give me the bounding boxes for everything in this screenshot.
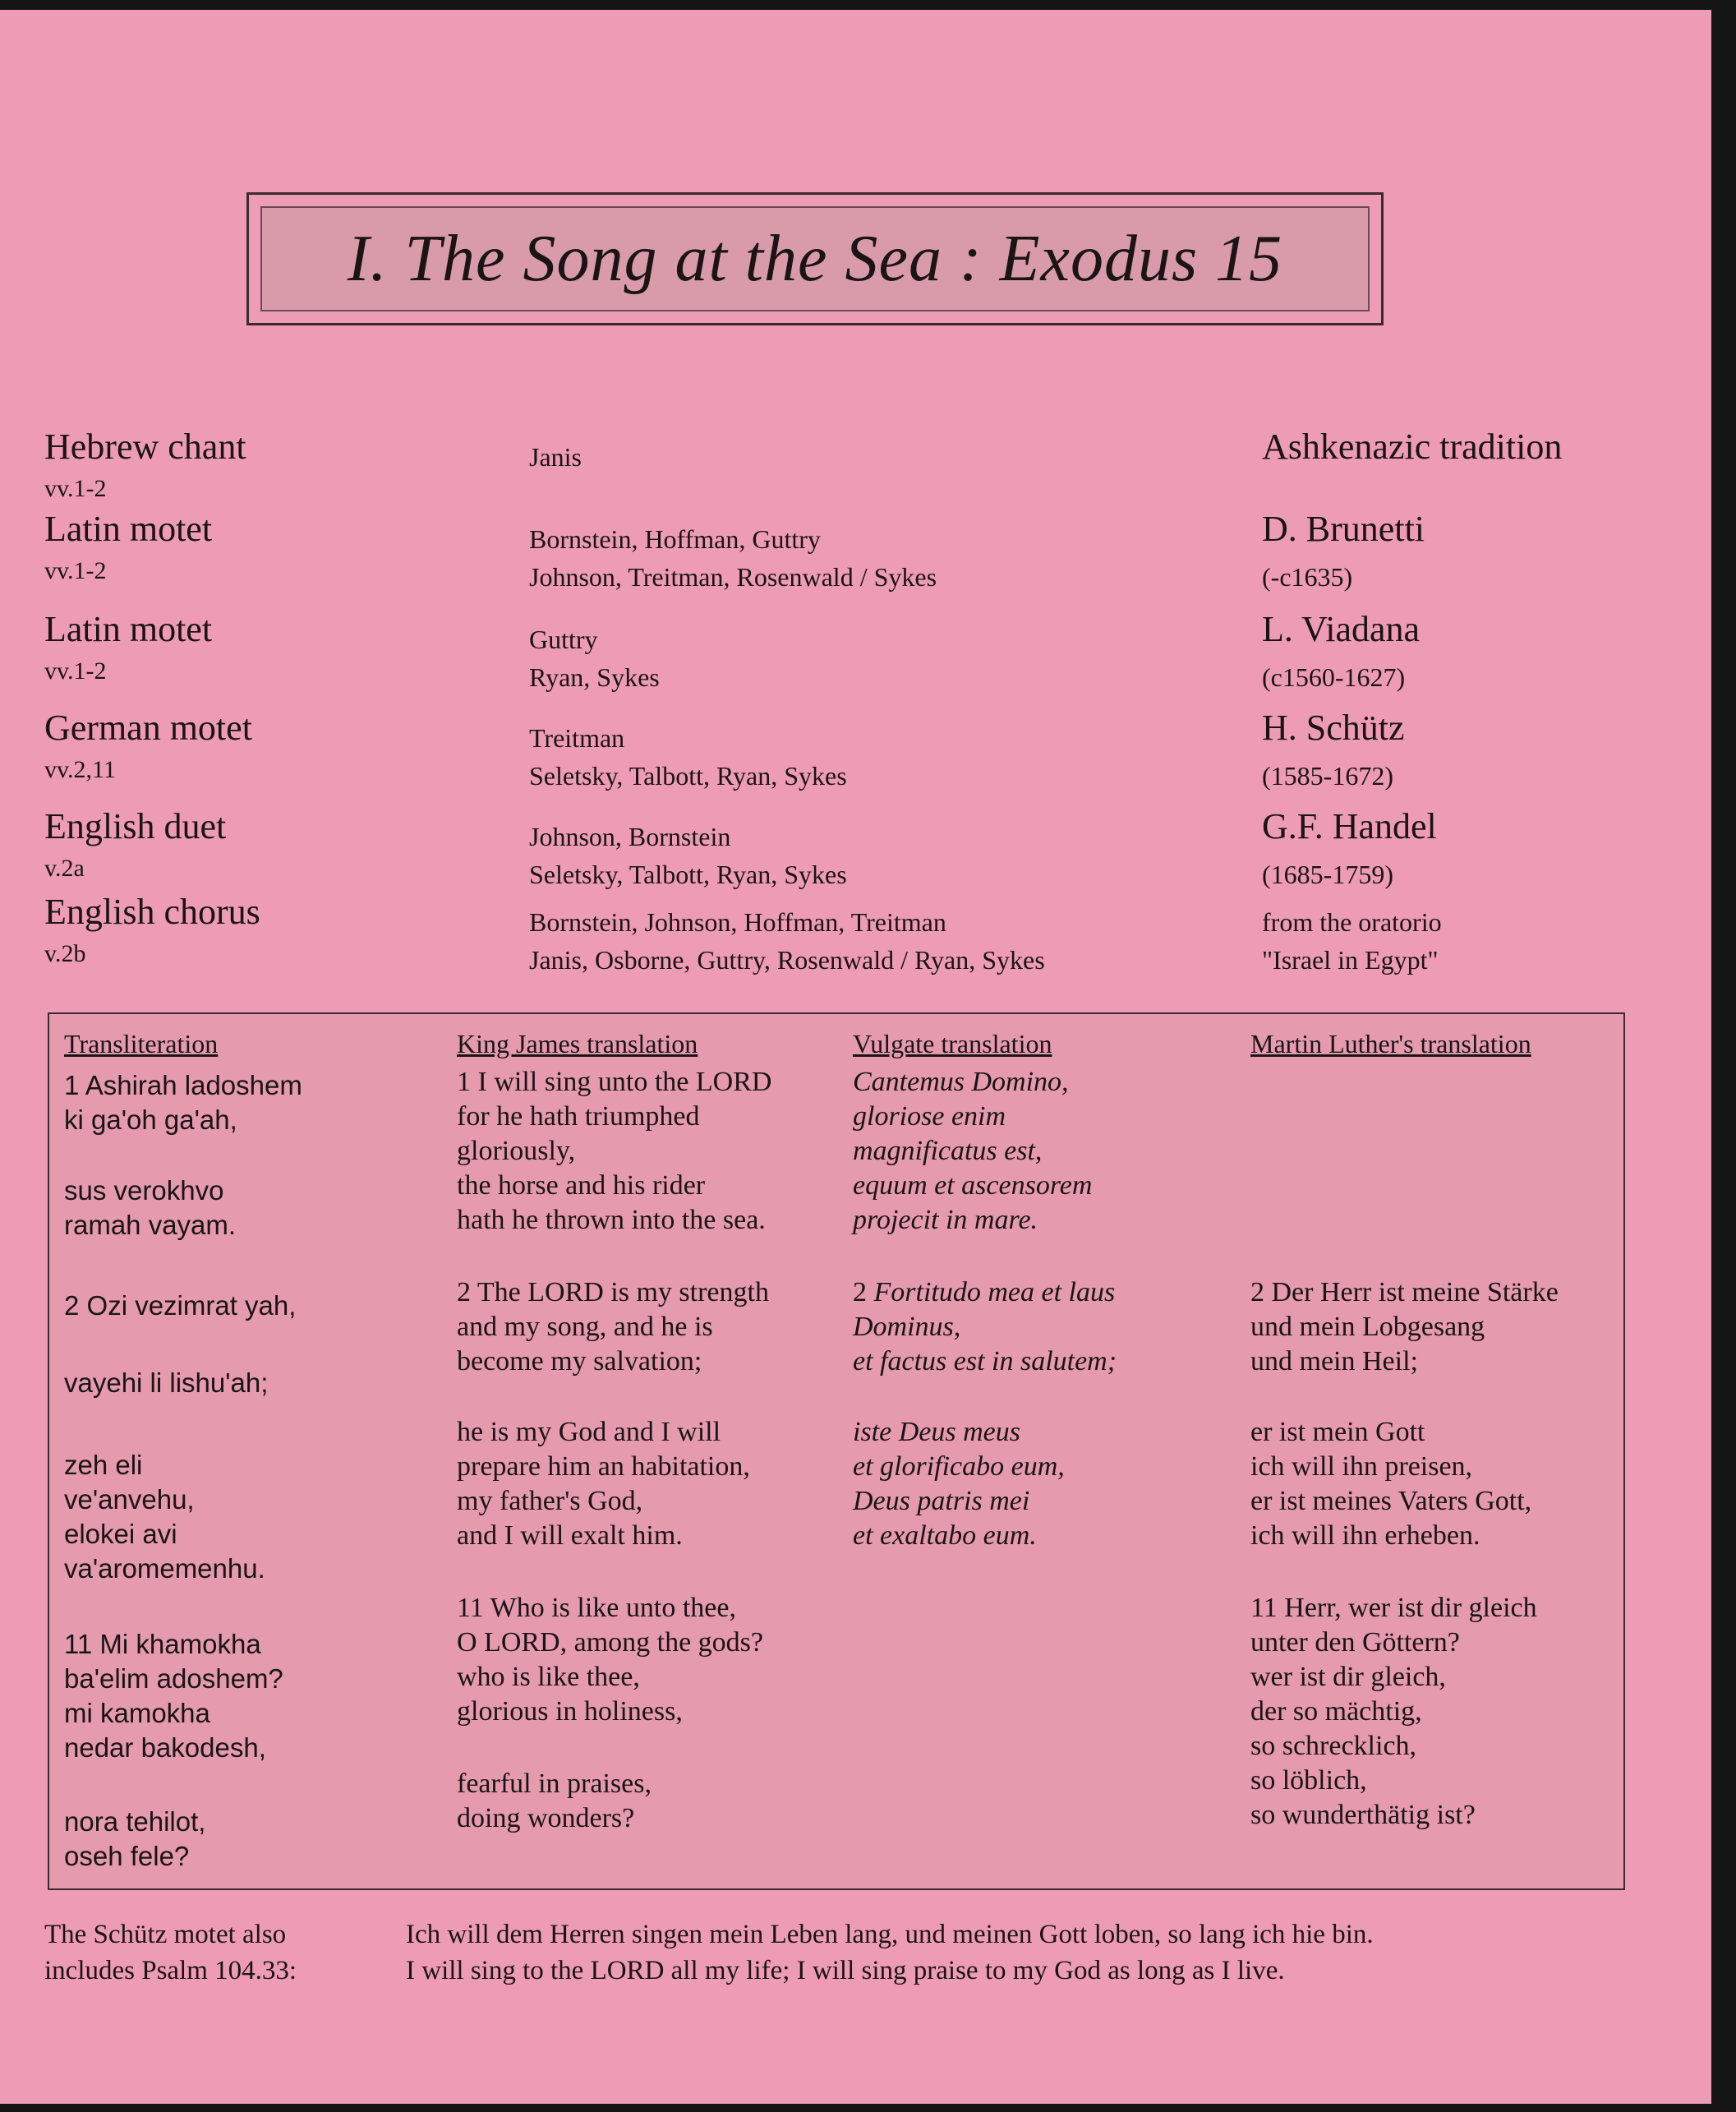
text-line: fearful in praises, — [457, 1768, 652, 1799]
text-line: he is my God and I will — [457, 1417, 721, 1447]
text-line — [853, 1275, 1115, 1310]
footer-note-line: includes Psalm 104.33: — [44, 1956, 297, 1985]
text-line: sus verokhvo — [64, 1175, 224, 1206]
text-line: ramah vayam. — [64, 1210, 237, 1240]
text-line: and I will exalt him. — [457, 1520, 683, 1551]
text-line: magnificatus est, — [853, 1136, 1043, 1166]
text-line: Deus patris mei — [853, 1486, 1030, 1516]
footer-quote-german: Ich will dem Herren singen mein Leben lang, und meinen Gott loben, so lang ich hie bin. — [406, 1920, 1374, 1949]
text-line: vayehi li lishu'ah; — [64, 1367, 269, 1398]
text-line: 1 I will sing unto the LORD — [457, 1067, 772, 1097]
text-line: become my salvation; — [457, 1346, 702, 1376]
text-line: et exaltabo eum. — [853, 1520, 1037, 1551]
piece-name: Latin motet — [44, 509, 213, 549]
performers: Treitman — [529, 723, 625, 753]
footer-quote-english: I will sing to the LORD all my life; I will sing praise to my God as long as I live. — [406, 1956, 1285, 1985]
composer-dates: (1585-1672) — [1262, 761, 1393, 791]
text-line: 2 Der Herr ist meine Stärke — [1250, 1277, 1559, 1307]
text-line: ve'anvehu, — [64, 1484, 195, 1515]
piece-name: Latin motet — [44, 609, 213, 649]
text-line: Dominus, — [853, 1312, 961, 1342]
text-line: oseh fele? — [64, 1841, 190, 1871]
text-line: prepare him an habitation, — [457, 1451, 750, 1482]
text-line: 11 Mi khamokha — [64, 1629, 261, 1659]
text-line: and my song, and he is — [457, 1312, 713, 1342]
text-line: 11 Who is like unto thee, — [457, 1593, 736, 1623]
text-line: ich will ihn preisen, — [1250, 1451, 1473, 1482]
performers: Bornstein, Johnson, Hoffman, Treitman — [529, 907, 946, 937]
translations-box — [48, 1012, 1625, 1890]
piece-name: Hebrew chant — [44, 427, 246, 467]
performers: Johnson, Treitman, Rosenwald / Sykes — [529, 562, 937, 592]
title-frame — [246, 192, 1384, 325]
piece-name: German motet — [44, 708, 252, 748]
text-line: Cantemus Domino, — [853, 1067, 1069, 1097]
text-line: ich will ihn erheben. — [1250, 1520, 1480, 1551]
text-line: et glorificabo eum, — [853, 1451, 1065, 1482]
text-line: wer ist dir gleich, — [1250, 1662, 1446, 1692]
text-line: so wunderthätig ist? — [1250, 1800, 1476, 1830]
text-line: so schrecklich, — [1250, 1731, 1417, 1761]
composer-dates: "Israel in Egypt" — [1262, 945, 1439, 975]
text-line: 1 Ashirah ladoshem — [64, 1070, 302, 1100]
composer: from the oratorio — [1262, 907, 1442, 937]
text-line: the horse and his rider — [457, 1170, 706, 1201]
piece-verses: vv.1-2 — [44, 657, 107, 685]
composer-dates: (1685-1759) — [1262, 860, 1393, 889]
piece-verses: v.2b — [44, 940, 86, 967]
text-line: unter den Göttern? — [1250, 1627, 1460, 1658]
text-line: gloriously, — [457, 1136, 576, 1166]
column-heading: Martin Luther's translation — [1250, 1029, 1531, 1058]
piece-verses: vv.1-2 — [44, 557, 107, 584]
performers: Ryan, Sykes — [529, 662, 660, 692]
performers: Seletsky, Talbott, Ryan, Sykes — [529, 860, 847, 889]
footer-note — [44, 1916, 297, 1989]
performers: Seletsky, Talbott, Ryan, Sykes — [529, 761, 847, 791]
text-line: er ist meines Vaters Gott, — [1250, 1486, 1532, 1516]
verse-text: Fortitudo mea et laus — [873, 1277, 1116, 1307]
composer-dates: (-c1635) — [1262, 562, 1353, 592]
text-line: und mein Heil; — [1250, 1346, 1418, 1376]
piece-verses: vv.2,11 — [44, 756, 116, 783]
column-heading: Vulgate translation — [853, 1029, 1052, 1058]
text-line: et factus est in salutem; — [853, 1346, 1117, 1376]
performers: Janis — [529, 442, 582, 472]
page-title: I. The Song at the Sea : Exodus 15 — [347, 222, 1283, 295]
composer: G.F. Handel — [1262, 806, 1437, 846]
column-heading: Transliteration — [64, 1029, 219, 1058]
text-line: my father's God, — [457, 1486, 643, 1516]
text-line: va'aromemenhu. — [64, 1553, 265, 1584]
performers: Janis, Osborne, Guttry, Rosenwald / Ryan, Sykes — [529, 945, 1045, 975]
text-line: ba'elim adoshem? — [64, 1663, 283, 1694]
performers: Johnson, Bornstein — [529, 822, 731, 851]
composer-dates: (c1560-1627) — [1262, 662, 1406, 692]
title-panel — [260, 206, 1370, 311]
text-line: gloriose enim — [853, 1101, 1006, 1132]
piece-verses: v.2a — [44, 855, 85, 882]
text-line: nedar bakodesh, — [64, 1732, 266, 1763]
performers: Guttry — [529, 625, 598, 654]
piece-name: English chorus — [44, 892, 260, 932]
text-line: so löblich, — [1250, 1765, 1367, 1796]
piece-name: English duet — [44, 806, 227, 846]
text-line: er ist mein Gott — [1250, 1417, 1425, 1447]
footer-note-line: The Schütz motet also — [44, 1920, 287, 1949]
text-line: for he hath triumphed — [457, 1101, 700, 1132]
verse-number: 2 — [853, 1277, 874, 1307]
text-line: hath he thrown into the sea. — [457, 1205, 766, 1235]
composer: L. Viadana — [1262, 609, 1421, 649]
text-line: projecit in mare. — [853, 1205, 1038, 1235]
text-line: 2 The LORD is my strength — [457, 1277, 769, 1307]
composer: D. Brunetti — [1262, 509, 1425, 549]
text-line: und mein Lobgesang — [1250, 1312, 1485, 1342]
text-line: ki ga'oh ga'ah, — [64, 1104, 237, 1135]
text-line: zeh eli — [64, 1450, 143, 1480]
footer-quote — [406, 1916, 1374, 1989]
text-line: glorious in holiness, — [457, 1696, 683, 1727]
text-line: 11 Herr, wer ist dir gleich — [1250, 1593, 1537, 1623]
text-line: elokei avi — [64, 1519, 177, 1549]
piece-verses: vv.1-2 — [44, 475, 107, 502]
text-line: equum et ascensorem — [853, 1170, 1093, 1201]
text-line: who is like thee, — [457, 1662, 640, 1692]
column-heading: King James translation — [457, 1029, 698, 1058]
text-line: der so mächtig, — [1250, 1696, 1422, 1727]
text-line: iste Deus meus — [853, 1417, 1020, 1447]
text-line: nora tehilot, — [64, 1806, 206, 1837]
composer: Ashkenazic tradition — [1262, 427, 1563, 467]
program-page — [0, 10, 1711, 2104]
text-line: mi kamokha — [64, 1698, 210, 1728]
text-line: doing wonders? — [457, 1803, 635, 1833]
composer: H. Schütz — [1262, 708, 1405, 748]
text-line: O LORD, among the gods? — [457, 1627, 764, 1658]
performers: Bornstein, Hoffman, Guttry — [529, 524, 821, 554]
text-line: 2 Ozi vezimrat yah, — [64, 1290, 297, 1321]
